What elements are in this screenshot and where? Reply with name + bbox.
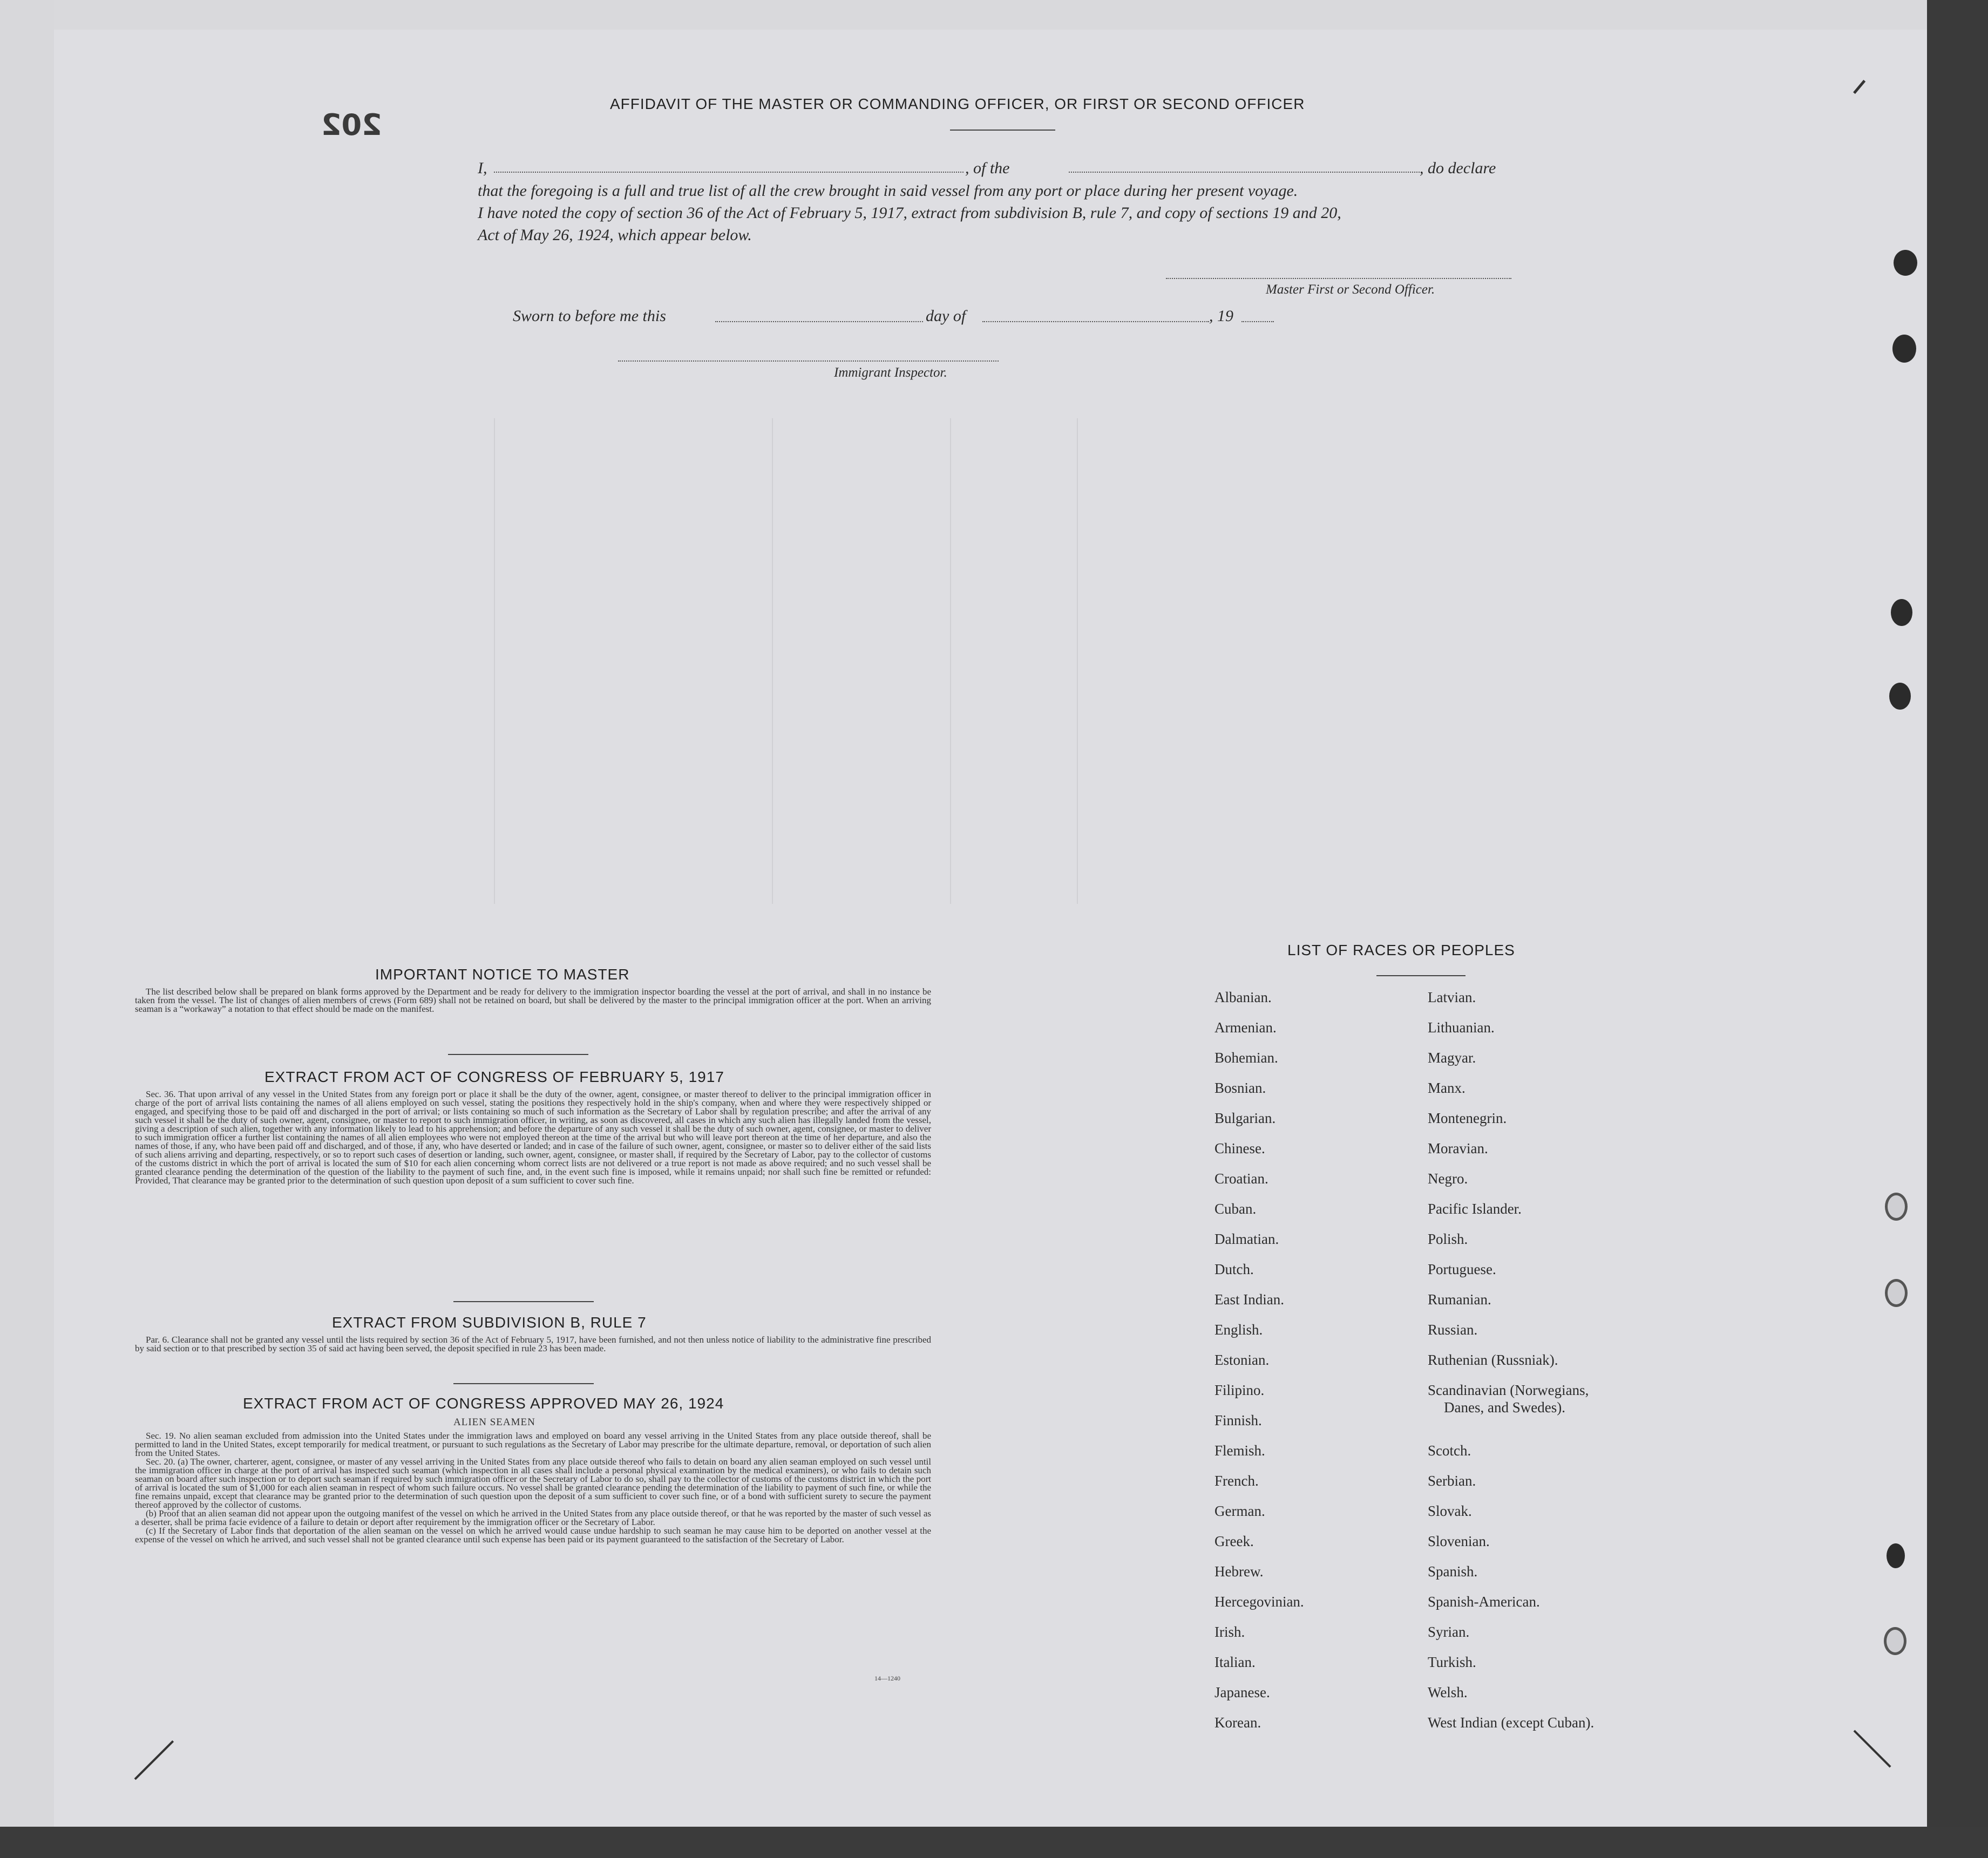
punch-hole xyxy=(1891,599,1912,626)
race-item: Moravian. xyxy=(1428,1140,1488,1156)
fold-mark xyxy=(1853,80,1865,94)
race-item: Finnish. xyxy=(1214,1412,1262,1428)
race-item: Turkish. xyxy=(1428,1654,1476,1670)
race-item: Dutch. xyxy=(1214,1261,1254,1277)
extract-1917-text: Sec. 36. That upon arrival of any vessel in the United States from any foreign port or place it shall be the duty of the owner, agent, consignee, or master thereof to deliver to the principal immigration officer in charge of the port of arrival lists containing the names of all aliens employed on such vessel, stating the positions they respectively hold in the ship's company, when and where they were respectively shipped or engaged, and specifying those to be paid off and discharged in the port of arrival; or lists containing so much of such information as the Secretary of Labor shall by regulation prescribe; and after the arrival of any such vessel it shall be the duty of such owner, agent, consignee, or master to report to such immigration officer, in writing, as soon as discovered, all cases in which any such alien has illegally landed from the vessel, giving a description of such alien, together with any information likely to lead to his apprehension; and before the departure of any such vessel it shall be the duty of such owner, agent, consignee, or master to deliver to such immigration officer a further list containing the names of all alien employees who were not employed thereon at the time of the arrival but who will leave port thereon at the time of her departure, and also the names of those, if any, who have been paid off and discharged, and of those, if any, who have deserted or landed; and in case of the failure of such owner, agent, consignee, or master so to deliver either of the said lists of such aliens arriving and departing, respectively, or so to report such cases of desertion or landing, such owner, agent, consignee, or master shall, if required by the Secretary of Labor, pay to the collector of customs of the customs district in which the port of arrival is located the sum of $10 for each alien concerning whom correct lists are not delivered or a true report is not made as above required; and no such vessel shall be granted clearance pending the determination of the question of the liability to the payment of such fine, and, in the event such fine is imposed, while it remains unpaid; nor shall such fine be remitted or refunded: Provided, That clearance may be granted prior to the determination of such question upon deposit of a sum sufficient to cover such fine. xyxy=(135,1089,931,1186)
declarant-name-line xyxy=(494,172,964,173)
race-item: Bulgarian. xyxy=(1214,1110,1276,1126)
race-item: Filipino. xyxy=(1214,1382,1265,1398)
race-item: Pacific Islander. xyxy=(1428,1201,1522,1217)
race-item: Magyar. xyxy=(1428,1050,1476,1066)
race-item: Cuban. xyxy=(1214,1201,1257,1217)
race-item: Scotch. xyxy=(1428,1442,1471,1459)
extract-1917-title: EXTRACT FROM ACT OF CONGRESS OF FEBRUARY 5, 1917 xyxy=(264,1068,724,1085)
sworn-month-line xyxy=(982,321,1209,322)
race-item: Rumanian. xyxy=(1428,1291,1491,1308)
race-item: Estonian. xyxy=(1214,1352,1270,1368)
race-item: Spanish. xyxy=(1428,1563,1478,1580)
section-19-text: Sec. 19. No alien seaman excluded from admission into the United States under the immigration laws and employed on board any vessel arriving in the United States from any place outside thereof, shall be permitted to land in the United States, except temporarily for medical treatment, or pursuant to such regulations as the Secretary of Labor may prescribe for the ultimate departure, removal, or deportation of such alien from the United States. xyxy=(135,1431,931,1458)
vessel-name-line xyxy=(1069,172,1420,173)
race-item: Scandinavian (Norwegians, xyxy=(1428,1382,1589,1398)
race-item: Bosnian. xyxy=(1214,1080,1266,1096)
races-right-column xyxy=(1428,989,1594,1745)
punch-hole xyxy=(1887,1543,1905,1568)
race-item: Greek. xyxy=(1214,1533,1254,1549)
race-item: Irish. xyxy=(1214,1624,1245,1640)
punch-hole xyxy=(1889,683,1911,710)
document-page xyxy=(54,30,1927,1827)
race-item: Dalmatian. xyxy=(1214,1231,1279,1247)
extract-1917-rule xyxy=(453,1301,594,1302)
race-item: Welsh. xyxy=(1428,1684,1468,1700)
section-20c-text: (c) If the Secretary of Labor finds that deportation of the alien seaman on the vessel on which he arrived would cause undue hardship to such seaman he may cause him to be deported on another vessel at the expense of the vessel on which he arrived, and such vessel shall not be granted clearance until such expense has been paid or its payment guaranteed to the satisfaction of the Secretary of Labor. xyxy=(135,1526,931,1544)
sworn-text-c: , 19 xyxy=(1209,307,1233,325)
race-item: Korean. xyxy=(1214,1714,1261,1731)
race-item: Italian. xyxy=(1214,1654,1256,1670)
master-label: Master First or Second Officer. xyxy=(1266,282,1435,297)
extract-1924-body xyxy=(135,1432,931,1544)
race-item: German. xyxy=(1214,1503,1265,1519)
bleed-line xyxy=(950,418,951,904)
subdivision-text: Par. 6. Clearance shall not be granted any vessel until the lists required by section 36 of the Act of February 5, 1917, have been furnished, and not then unless notice of liability to the administrative fine prescribed by said section or to that prescribed by section 35 of said act having been served, the deposit specified in rule 23 has been made. xyxy=(135,1335,931,1353)
race-item: West Indian (except Cuban). xyxy=(1428,1714,1595,1731)
race-item: Hercegovinian. xyxy=(1214,1594,1304,1610)
race-item: East Indian. xyxy=(1214,1291,1284,1308)
extract-1924-subtitle: ALIEN SEAMEN xyxy=(453,1417,535,1428)
race-item: Bohemian. xyxy=(1214,1050,1278,1066)
race-item: Portuguese. xyxy=(1428,1261,1496,1277)
affidavit-line1-b: , of the xyxy=(965,159,1010,177)
race-item: Latvian. xyxy=(1428,989,1476,1005)
race-item: Danes, and Swedes). xyxy=(1444,1399,1565,1415)
punch-hole-ring xyxy=(1884,1627,1906,1655)
scan-border-bottom xyxy=(0,1827,1988,1858)
race-item: French. xyxy=(1214,1473,1259,1489)
race-item: Armenian. xyxy=(1214,1019,1277,1036)
races-title: LIST OF RACES OR PEOPLES xyxy=(1287,942,1515,958)
race-item: Negro. xyxy=(1428,1170,1468,1187)
fold-mark xyxy=(1854,1730,1891,1768)
race-item: Chinese. xyxy=(1214,1140,1265,1156)
punch-hole xyxy=(1894,250,1917,276)
notice-text: The list described below shall be prepared on blank forms approved by the Department and be ready for delivery to the immigration inspector boarding the vessel at the port of arrival, and shall in no instance be taken from the vessel. The list of changes of alien members of crews (Form 689) shall not be retained on board, but shall be delivered by the master to the principal immigration officer at the port. When an arriving seaman is a “workaway” a notation to that effect should be made on the manifest. xyxy=(135,986,931,1014)
extract-1924-title: EXTRACT FROM ACT OF CONGRESS APPROVED MAY 26, 1924 xyxy=(243,1395,724,1412)
notice-title: IMPORTANT NOTICE TO MASTER xyxy=(375,966,630,983)
sworn-year-line xyxy=(1241,321,1274,322)
race-item: Polish. xyxy=(1428,1231,1468,1247)
affidavit-line4: Act of May 26, 1924, which appear below. xyxy=(478,226,752,244)
bleed-line xyxy=(494,418,495,904)
race-item: Ruthenian (Russniak). xyxy=(1428,1352,1558,1368)
master-signature-line xyxy=(1166,278,1511,279)
scan-border-left xyxy=(0,0,54,1858)
race-item: Croatian. xyxy=(1214,1170,1268,1187)
punch-hole-ring xyxy=(1885,1279,1908,1307)
punch-hole-ring xyxy=(1885,1193,1908,1221)
race-item: Slovenian. xyxy=(1428,1533,1490,1549)
race-item: Japanese. xyxy=(1214,1684,1270,1700)
race-item: Slovak. xyxy=(1428,1503,1472,1519)
bleed-line xyxy=(1077,418,1078,904)
sworn-day-line xyxy=(715,321,923,322)
race-item: Russian. xyxy=(1428,1322,1478,1338)
sworn-text-b: day of xyxy=(926,307,966,325)
affidavit-line2: that the foregoing is a full and true list of all the crew brought in said vessel from any port or place during her present voyage. xyxy=(478,182,1298,200)
race-item: Montenegrin. xyxy=(1428,1110,1507,1126)
scan-border-top xyxy=(0,0,1988,30)
race-item: Lithuanian. xyxy=(1428,1019,1495,1036)
race-item: Manx. xyxy=(1428,1080,1465,1096)
section-20a-text: Sec. 20. (a) The owner, charterer, agent, consignee, or master of any vessel arriving in the United States from any place outside thereof who fails to detain on board any alien seaman employed on such vessel until the immigration officer in charge at the port of arrival has inspected such seaman (which inspection in all cases shall include a personal physical examination by the medical examiners), or who fails to detain such seaman on board after such inspection or to deport such seaman if required by such immigration officer or the Secretary of Labor to do so, shall pay to the collector of customs of the customs district in which the port of arrival is located the sum of $1,000 for each alien seaman in respect of whom such failure occurs. No vessel shall be granted clearance pending the determination of the liability to payment of such fine, or while the fine remains unpaid, except that clearance may be granted prior to the determination of such question upon the deposit of a sum sufficient to cover such fine, or of a bond with sufficient surety to secure the payment thereof approved by the collector of customs. xyxy=(135,1457,931,1510)
affidavit-line1-c: , do declare xyxy=(1420,159,1496,177)
notice-rule xyxy=(448,1054,588,1055)
races-left-column xyxy=(1214,989,1304,1745)
page-stamp: 202 xyxy=(321,108,382,142)
inspector-label: Immigrant Inspector. xyxy=(834,365,947,380)
inspector-signature-line xyxy=(618,360,999,362)
race-item: Flemish. xyxy=(1214,1442,1265,1459)
affidavit-line1-a: I, xyxy=(478,159,487,177)
subdivision-rule xyxy=(453,1383,594,1384)
race-item: Albanian. xyxy=(1214,989,1272,1005)
race-item: Serbian. xyxy=(1428,1473,1476,1489)
scan-border-right xyxy=(1927,0,1988,1858)
punch-hole xyxy=(1892,335,1916,363)
race-item: English. xyxy=(1214,1322,1263,1338)
subdivision-title: EXTRACT FROM SUBDIVISION B, RULE 7 xyxy=(332,1314,647,1331)
affidavit-title-rule xyxy=(950,130,1055,131)
affidavit-line3: I have noted the copy of section 36 of the Act of February 5, 1917, extract from subdivision B, rule 7, and copy of sections 19 and 20, xyxy=(478,204,1341,222)
races-title-rule xyxy=(1376,975,1465,976)
affidavit-title: AFFIDAVIT OF THE MASTER OR COMMANDING OFFICER, OR FIRST OR SECOND OFFICER xyxy=(610,96,1305,112)
form-number: 14—1240 xyxy=(874,1675,900,1682)
sworn-text-a: Sworn to before me this xyxy=(513,307,666,325)
fold-mark xyxy=(134,1740,174,1780)
race-item: Hebrew. xyxy=(1214,1563,1264,1580)
race-item: Syrian. xyxy=(1428,1624,1470,1640)
race-item: Spanish-American. xyxy=(1428,1594,1540,1610)
section-20b-text: (b) Proof that an alien seaman did not appear upon the outgoing manifest of the vessel on which he arrived in the United States from any place outside thereof, or that he was reported by the master of such vessel as a deserter, shall be prima facie evidence of a failure to detain or deport after requirement by the immigration officer or the Secretary of Labor. xyxy=(135,1508,931,1527)
bleed-line xyxy=(772,418,773,904)
